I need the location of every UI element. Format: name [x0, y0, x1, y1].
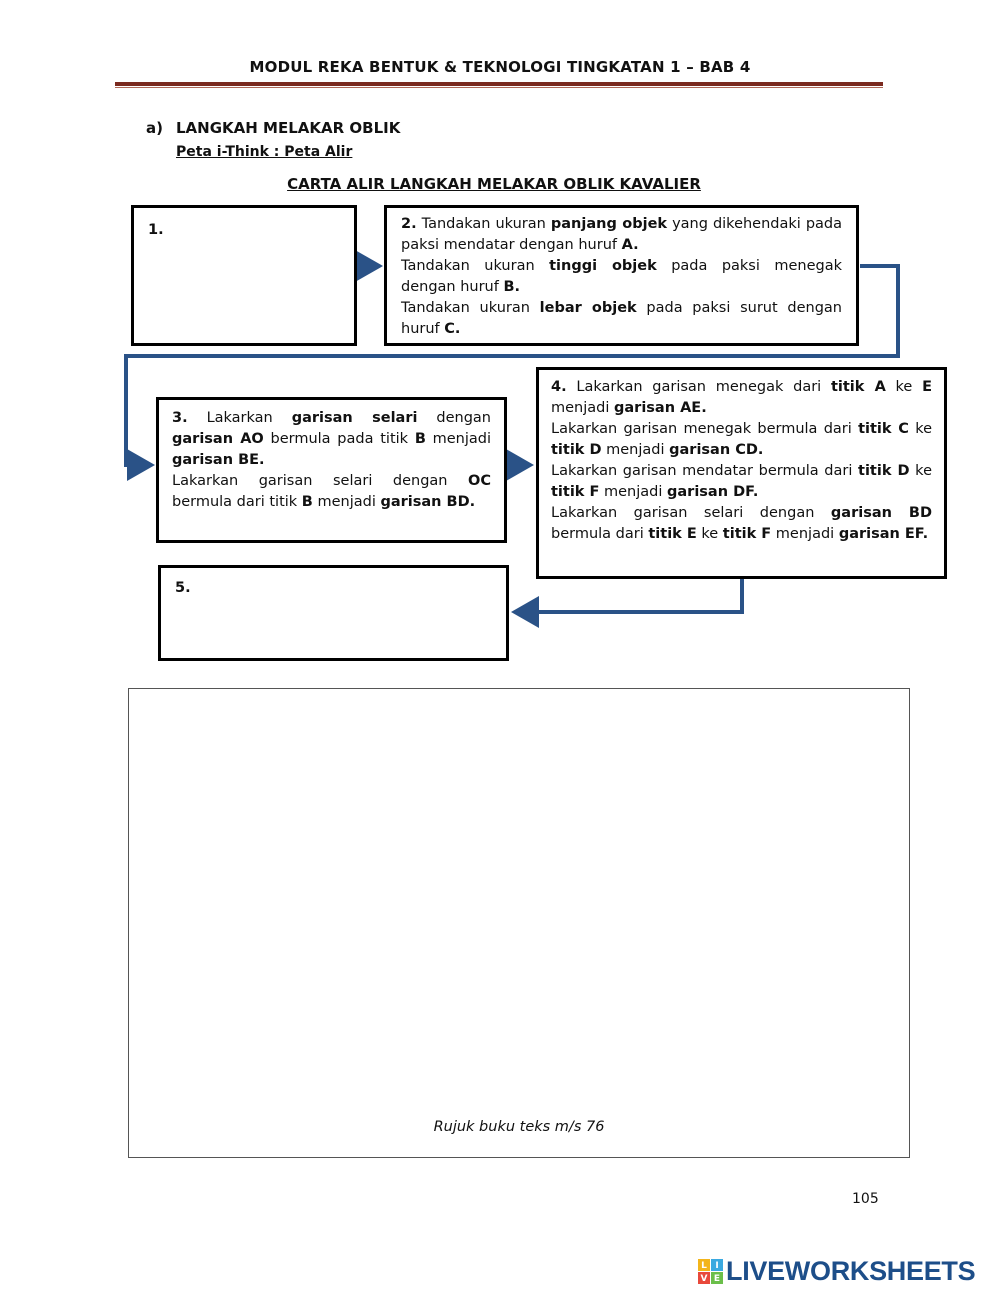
step-4-text: Lakarkan garisan menegak dari: [576, 379, 831, 395]
logo-badge-icon: [698, 1259, 724, 1285]
step-4-bold: garisan DF.: [667, 484, 759, 500]
logo-badge-letter: L: [701, 1260, 707, 1271]
step-4-text: bermula dari: [551, 526, 649, 542]
page-number: 105: [852, 1191, 879, 1207]
step-2-text: pada paksi menegak dengan huruf: [401, 258, 842, 295]
step-4-bold: titik D: [551, 442, 602, 458]
step-2-text: Tandakan ukuran: [401, 258, 550, 274]
step-4-text: ke: [696, 526, 723, 542]
step-2-bold: tinggi objek: [549, 258, 657, 274]
step-4-text: Lakarkan garisan mendatar bermula dari: [551, 463, 859, 479]
step-4-text: ke: [909, 463, 932, 479]
step-3-text: bermula dari titik: [172, 494, 302, 510]
flow-step-4-box: [536, 367, 947, 579]
step-4-bold: titik F: [722, 526, 772, 542]
step-3-number: 3.: [172, 410, 188, 426]
arrow-4-to-5: [515, 579, 742, 612]
step-2-bold: lebar objek: [539, 300, 637, 316]
step-1-number: 1.: [148, 222, 164, 238]
step-2-bold: A.: [621, 237, 639, 253]
step-4-text: Lakarkan garisan menegak bermula dari: [551, 421, 859, 437]
step-4-text: menjadi: [551, 400, 614, 416]
flow-step-5-box: [158, 565, 509, 661]
step-4-bold: titik E: [648, 526, 697, 542]
step-4-bold: E: [922, 379, 932, 395]
step-2-text: Tandakan ukuran: [421, 216, 551, 232]
step-3-bold: B: [414, 431, 426, 447]
step-3-text: Lakarkan garisan selari dengan: [172, 473, 469, 489]
step-3-text: menjadi: [425, 431, 491, 447]
step-3-bold: B: [301, 494, 313, 510]
step-3-text: bermula pada titik: [263, 431, 415, 447]
step-2-text: pada paksi surut dengan huruf: [401, 300, 842, 337]
section-letter: a): [146, 119, 163, 137]
logo-badge-letter: E: [713, 1273, 721, 1284]
sketch-area: [128, 688, 910, 1158]
step-4-bold: titik D: [858, 463, 910, 479]
step-4-text: Lakarkan garisan selari dengan: [551, 505, 831, 521]
step-3-text: dengan: [417, 410, 491, 426]
step-4-bold: titik A: [830, 379, 886, 395]
step-3-bold: garisan BE.: [172, 452, 265, 468]
step-4-text: ke: [908, 421, 932, 437]
step-2-bold: panjang objek: [550, 216, 668, 232]
section-title: LANGKAH MELAKAR OBLIK: [176, 119, 401, 137]
step-3-bold: garisan selari: [291, 410, 418, 426]
step-4-text: menjadi: [771, 526, 839, 542]
step-4-bold: garisan AE.: [614, 400, 707, 416]
step-3-text: Lakarkan: [206, 410, 292, 426]
flow-step-3-box: [156, 397, 507, 543]
step-3-bold: garisan AO: [172, 431, 264, 447]
liveworksheets-logo: [698, 1256, 975, 1287]
logo-badge-letter: I: [715, 1260, 719, 1271]
logo-text: LIVEWORKSHEETS: [726, 1256, 976, 1286]
step-2-bold: B.: [503, 279, 521, 295]
flow-step-2-box: [384, 205, 859, 346]
step-4-bold: titik F: [551, 484, 600, 500]
step-4-bold: titik C: [858, 421, 909, 437]
step-4-bold: garisan BD: [830, 505, 932, 521]
sketch-reference-note: Rujuk buku teks m/s 76: [433, 1119, 605, 1135]
page-header-title: MODUL REKA BENTUK & TEKNOLOGI TINGKATAN 1 – BAB 4: [249, 58, 751, 76]
step-4-bold: garisan EF.: [838, 526, 929, 542]
step-4-bold: garisan CD.: [669, 442, 764, 458]
flowchart-title: CARTA ALIR LANGKAH MELAKAR OBLIK KAVALIER: [287, 175, 701, 193]
step-4-text: ke: [885, 379, 923, 395]
section-subtitle: Peta i-Think : Peta Alir: [176, 144, 353, 160]
step-4-number: 4.: [551, 379, 567, 395]
step-2-text: Tandakan ukuran: [401, 300, 540, 316]
step-3-bold: garisan BD.: [380, 494, 476, 510]
step-2-text: yang dikehendaki pada paksi mendatar dengan huruf: [401, 216, 842, 253]
logo-badge-letter: V: [700, 1273, 708, 1284]
step-3-bold: OC: [468, 473, 491, 489]
flow-step-1-box: [131, 205, 357, 346]
step-2-number: 2.: [401, 216, 417, 232]
step-3-text: menjadi: [312, 494, 381, 510]
step-4-text: menjadi: [601, 442, 670, 458]
step-2-bold: C.: [444, 321, 461, 337]
step-5-number: 5.: [175, 580, 191, 596]
step-4-text: menjadi: [599, 484, 668, 500]
